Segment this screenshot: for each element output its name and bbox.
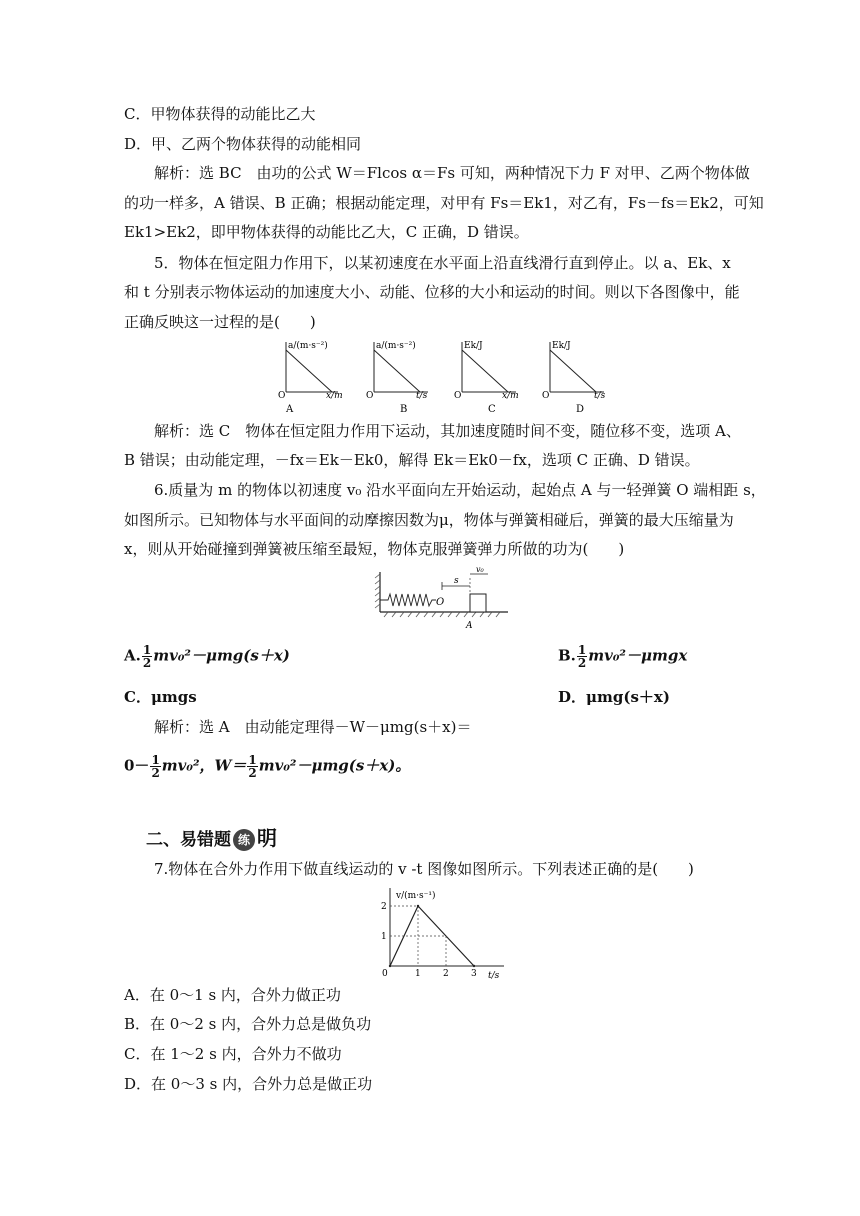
- q7-option-c: C．在 1～2 s 内，合外力不做功: [124, 1045, 342, 1063]
- x-tick-label: 1: [415, 969, 421, 979]
- q6-option-d: D．μmg(s＋x): [558, 688, 670, 706]
- q5-graph-a-xlabel: x/m: [326, 391, 343, 401]
- q6-spring-figure: [374, 566, 514, 632]
- data-point: [389, 965, 391, 967]
- velocity-label: v₀: [476, 566, 484, 574]
- y-tick-label: 2: [381, 902, 387, 912]
- q5-graph-c-origin: O: [454, 391, 462, 401]
- q5-graphs: [270, 336, 620, 416]
- start-point-label: A: [466, 621, 473, 631]
- q5-graph-a: [278, 340, 343, 415]
- distance-label: s: [454, 576, 459, 586]
- q5-graph-c-xlabel: x/m: [502, 391, 519, 401]
- q5-graph-b-ylabel: a/(m·s⁻²): [376, 341, 416, 351]
- q6-option-c: C．μmgs D．μmg(s＋x): [124, 688, 670, 706]
- q6-solution-line2: 0－ $\frac{1}{2}$ mv₀²，W＝ $\frac{1}{2}$ mv₀²－μmg(s＋x)。: [124, 753, 411, 780]
- x-axis-label: t/s: [488, 971, 500, 980]
- y-axis-label: v/(m·s⁻¹): [396, 891, 436, 901]
- q6-stem-line1: 6.质量为 m 的物体以初速度 v₀ 沿水平面向左开始运动，起始点 A 与一轻弹簧 O 端相距 s，: [154, 481, 766, 499]
- q5-graph-b-letter: B: [400, 404, 408, 415]
- q5-graph-d-letter: D: [576, 404, 585, 415]
- q5-graph-b: [366, 340, 428, 415]
- spring: [380, 594, 436, 606]
- q5-graph-d-origin: O: [542, 391, 550, 401]
- section-badge: 练: [233, 829, 255, 851]
- data-point: [417, 905, 419, 907]
- x-tick-label: 2: [443, 969, 449, 979]
- q5-graph-c: [454, 341, 519, 415]
- q5-graph-c-letter: C: [488, 404, 496, 415]
- q7-option-d: D．在 0～3 s 内，合外力总是做正功: [124, 1075, 373, 1093]
- q4-solution-line3: Ek1>Ek2，即甲物体获得的动能比乙大，C 正确，D 错误。: [124, 223, 529, 241]
- q4-solution-line2: 的功一样多，A 错误、B 正确；根据动能定理，对甲有 Fs＝Ek1，对乙有，Fs－fs＝Ek2，可知: [124, 194, 764, 212]
- q7-stem: 7.物体在合外力作用下做直线运动的 v -t 图像如图所示。下列表述正确的是( ): [154, 860, 694, 878]
- q5-graph-b-origin: O: [366, 391, 374, 401]
- q6-stem-line3: x，则从开始碰撞到弹簧被压缩至最短，物体克服弹簧弹力所做的功为( ): [124, 540, 625, 558]
- y-tick-label: 1: [381, 932, 387, 942]
- q5-graph-d-xlabel: t/s: [594, 391, 606, 401]
- q7-vt-chart: [360, 884, 510, 980]
- x-tick-label: 3: [471, 969, 477, 979]
- q4-option-d: D．甲、乙两个物体获得的动能相同: [124, 135, 362, 153]
- q4-option-c: C．甲物体获得的动能比乙大: [124, 105, 316, 123]
- q5-graph-a-ylabel: a/(m·s⁻²): [288, 341, 328, 351]
- q4-solution-line1: 解析：选 BC 由功的公式 W＝Flcos α＝Fs 可知，两种情况下力 F 对甲、乙两个物体做: [154, 164, 750, 182]
- q5-graph-a-origin: O: [278, 391, 286, 401]
- q6-option-b: B. $\frac{1}{2}$ mv₀²－μmgx: [558, 643, 688, 670]
- q5-graph-b-xlabel: t/s: [416, 391, 428, 401]
- q5-stem-line1: 5．物体在恒定阻力作用下，以某初速度在水平面上沿直线滑行直到停止。以 a、Ek、x: [154, 254, 731, 272]
- q5-stem-line2: 和 t 分别表示物体运动的加速度大小、动能、位移的大小和运动的时间。则以下各图像中，能: [124, 283, 740, 301]
- data-point: [473, 965, 475, 967]
- q6-stem-line2: 如图所示。已知物体与水平面间的动摩擦因数为μ，物体与弹簧相碰后，弹簧的最大压缩量为: [124, 511, 734, 529]
- q5-graph-a-letter: A: [286, 404, 294, 415]
- block: [470, 594, 486, 612]
- q6-option-a: A. $\frac{1}{2}$ mv₀²－μmg(s＋x) B. $\frac{1}{2}$ mv₀²－μmgx: [124, 643, 688, 670]
- spring-end-label: O: [436, 597, 445, 608]
- q7-option-b: B．在 0～2 s 内，合外力总是做负功: [124, 1015, 372, 1033]
- q5-stem-line3: 正确反映这一过程的是( ): [124, 313, 316, 331]
- q6-solution-line1: 解析：选 A 由动能定理得－W－μmg(s＋x)＝: [154, 718, 472, 736]
- q7-option-a: A．在 0～1 s 内，合外力做正功: [124, 986, 341, 1004]
- origin-label: 0: [382, 969, 388, 979]
- section-heading: 二、易错题 练 明: [146, 826, 277, 850]
- q5-solution-line1: 解析：选 C 物体在恒定阻力作用下运动，其加速度随时间不变，随位移不变，选项 A、: [154, 422, 741, 440]
- q5-graph-d: [542, 341, 606, 415]
- q5-graph-d-ylabel: Ek/J: [552, 341, 571, 351]
- q5-graph-c-ylabel: Ek/J: [464, 341, 483, 351]
- q5-solution-line2: B 错误；由动能定理，－fx＝Ek－Ek0，解得 Ek＝Ek0－fx，选项 C 正确、D 错误。: [124, 451, 700, 469]
